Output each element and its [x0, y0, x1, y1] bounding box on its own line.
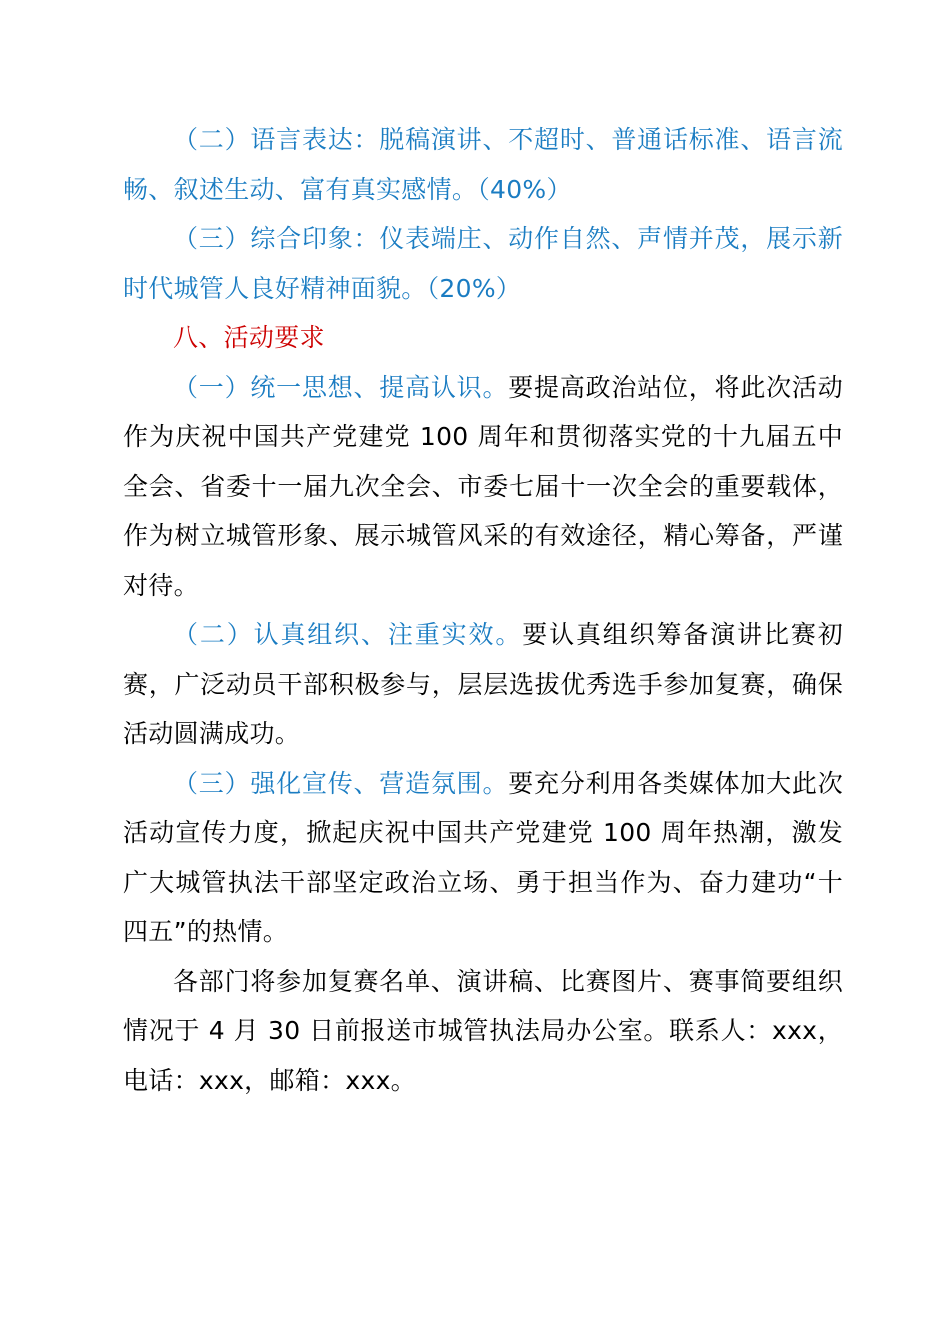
document-body: [123, 115, 843, 1105]
requirement-1-title: （一）统一思想、提高认识。: [173, 372, 509, 402]
requirement-1-body: 要提高政治站位，将此次活动作为庆祝中国共产党建党 100 周年和贯彻落实党的十九届五中全会、省委十一届九次全会、市委七届十一次全会的重要载体，作为树立城管形象、展示城管风采的有效途径，精心筹备，严谨对待。: [123, 372, 844, 600]
requirement-2-title: （二）认真组织、注重实效。: [173, 620, 523, 649]
closing-paragraph: [123, 957, 843, 1106]
section-heading-activity-requirements: [123, 313, 843, 363]
requirement-3: [123, 759, 843, 957]
requirement-2: [123, 610, 843, 759]
requirement-3-title: （三）强化宣传、营造氛围。: [173, 768, 509, 798]
requirement-1: [123, 363, 843, 611]
closing-text: 各部门将参加复赛名单、演讲稿、比赛图片、赛事简要组织情况于 4 月 30 日前报送市城管执法局办公室。联系人：xxx，电话：xxx，邮箱：xxx。: [123, 966, 843, 1095]
requirement-2-body: 要认真组织筹备演讲比赛初赛，广泛动员干部积极参与，层层选拔优秀选手参加复赛，确保活动圆满成功。: [123, 620, 844, 748]
requirement-3-body: 要充分利用各类媒体加大此次活动宣传力度，掀起庆祝中国共产党建党 100 周年热潮，激发广大城管执法干部坚定政治立场、勇于担当作为、奋力建功“十四五”的热情。: [123, 768, 844, 946]
criteria-impression-text: （三）综合印象：仪表端庄、动作自然、声情并茂，展示新时代城管人良好精神面貌。（20%）: [123, 224, 843, 303]
section-heading-text: 八、活动要求: [173, 323, 325, 352]
criteria-language-text: （二）语言表达：脱稿演讲、不超时、普通话标准、语言流畅、叙述生动、富有真实感情。（40%）: [123, 125, 843, 204]
criteria-language-expression: [123, 115, 843, 214]
criteria-overall-impression: [123, 214, 843, 313]
